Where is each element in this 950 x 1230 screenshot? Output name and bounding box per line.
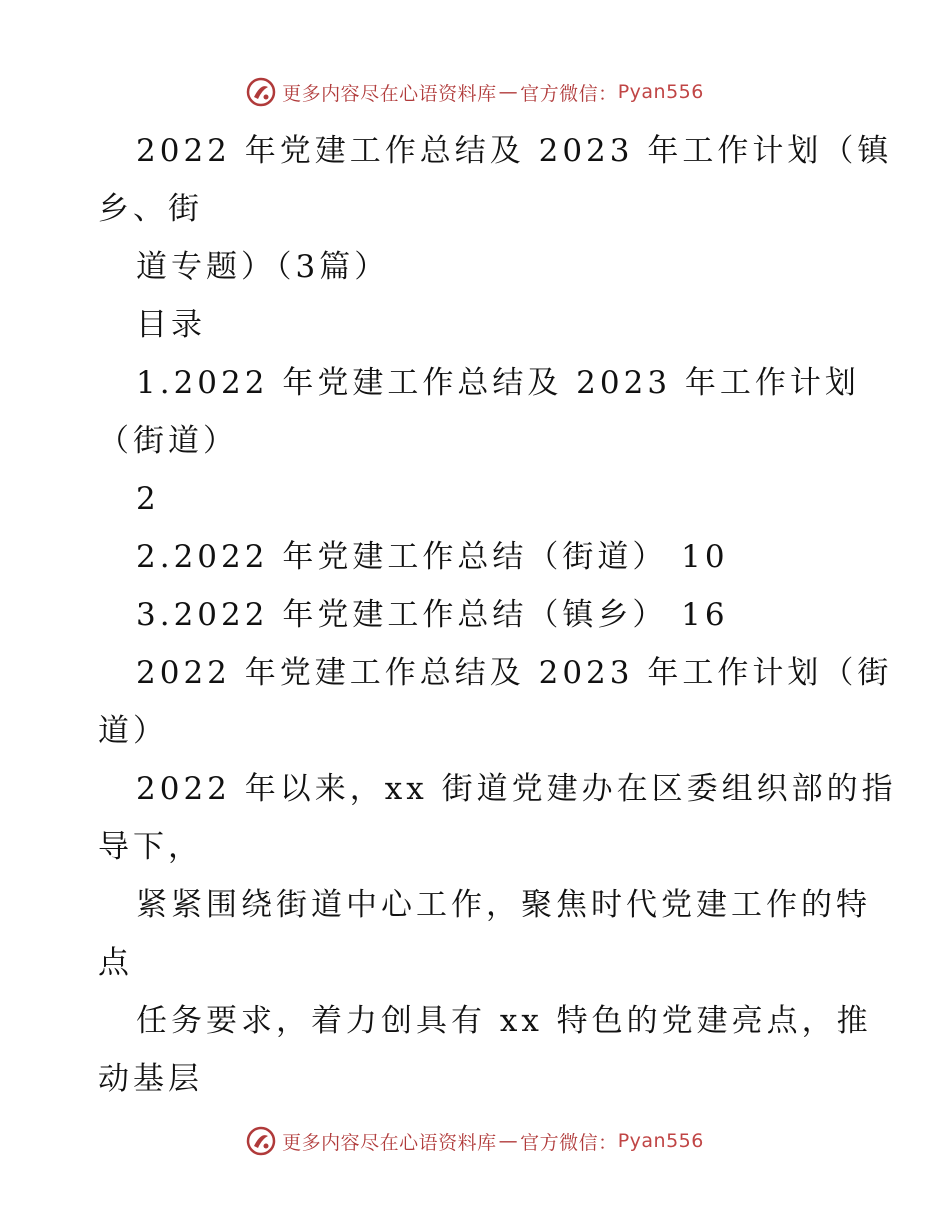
toc-item-1-cont: （街道）	[98, 423, 238, 459]
section-title-line-1: 2022 年党建工作总结及 2023 年工作计划（街	[136, 655, 893, 691]
doc-title-line-3: 道专题）（3篇）	[136, 249, 390, 285]
banner-separator: —	[498, 1130, 519, 1152]
toc-item-3: 3.2022 年党建工作总结（镇乡） 16	[136, 597, 729, 633]
toc-item-2: 2.2022 年党建工作总结（街道） 10	[136, 539, 729, 575]
doc-title-line-1: 2022 年党建工作总结及 2023 年工作计划（镇	[136, 133, 893, 169]
doc-title-line-2: 乡、街	[98, 191, 203, 227]
section-title-line-2: 道）	[98, 713, 168, 749]
paragraph-line-6: 动基层	[98, 1061, 203, 1097]
banner-label: 官方微信：	[520, 82, 618, 105]
toc-item-1: 1.2022 年党建工作总结及 2023 年工作计划	[136, 365, 860, 401]
banner-wechat-id: Pyan556	[617, 81, 704, 103]
banner-label: 官方微信：	[520, 1131, 618, 1154]
paragraph-line-4: 点	[98, 945, 133, 981]
paragraph-line-5: 任务要求，着力创具有 xx 特色的党建亮点，推	[136, 1003, 872, 1039]
banner-wechat-id: Pyan556	[617, 1130, 704, 1152]
page-header-banner	[0, 72, 950, 112]
paragraph-line-3: 紧紧围绕街道中心工作，聚焦时代党建工作的特	[136, 887, 871, 923]
document-body	[98, 122, 897, 1108]
paragraph-line-1: 2022 年以来，xx 街道党建办在区委组织部的指	[136, 771, 897, 807]
banner-text: 更多内容尽在心语资料库	[282, 82, 497, 105]
toc-heading: 目录	[136, 307, 206, 343]
banner-text: 更多内容尽在心语资料库	[282, 1131, 497, 1154]
toc-item-1-page: 2	[136, 481, 160, 517]
brand-logo-icon	[246, 77, 276, 107]
paragraph-line-2: 导下，	[98, 829, 203, 865]
banner-separator: —	[498, 81, 519, 103]
page-footer-banner	[0, 1121, 950, 1161]
brand-logo-icon	[246, 1126, 276, 1156]
